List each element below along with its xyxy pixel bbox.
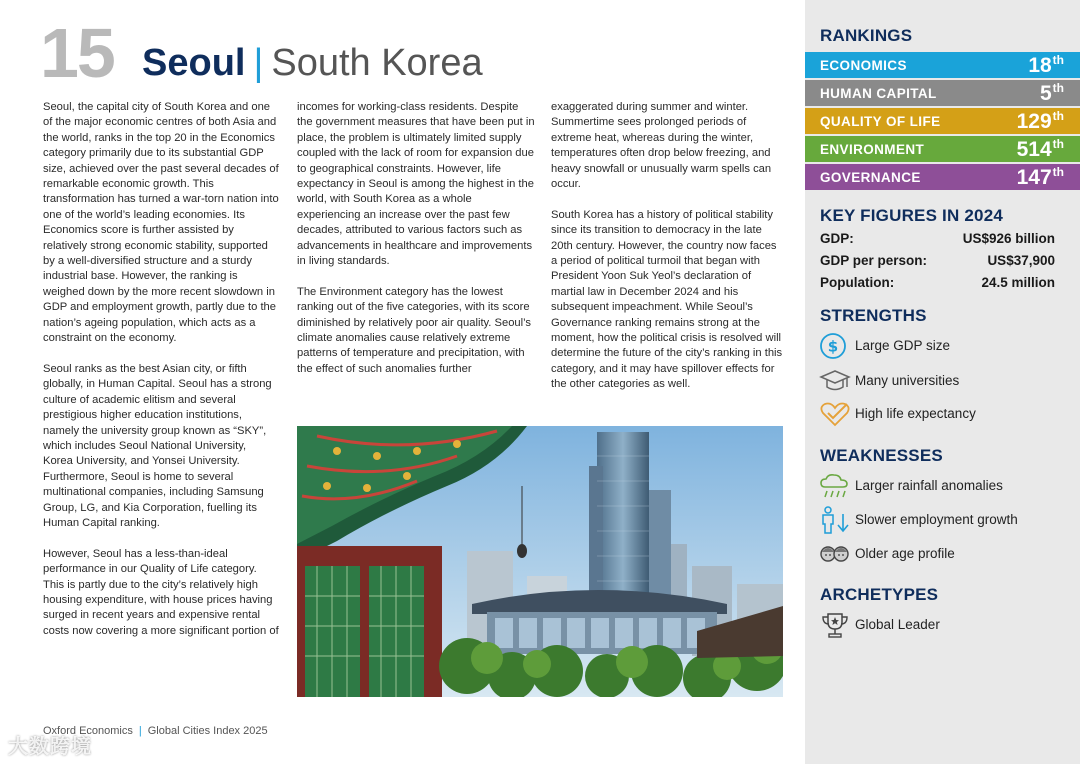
ranking-environment bbox=[805, 136, 1080, 162]
paragraph: Seoul ranks as the best Asian city, or fifth globally, in Human Capital. Seoul has a strong culture of academic elitism and several prestigious higher education institutions, namely the university group known as “SKY”, which includes Seoul National University, Korea University, and Yonsei University. Furthermore, Seoul is home to several multinational companies, including Samsung Group, LG, and Kia Corporation, fuelling its Human Capital ranking. bbox=[43, 362, 272, 529]
strength-item bbox=[819, 400, 1069, 428]
elderly-people-icon bbox=[819, 540, 851, 568]
heart-check-icon bbox=[819, 400, 851, 428]
ranking-economics bbox=[805, 52, 1080, 78]
paragraph: exaggerated during summer and winter. Summertime sees prolonged periods of extreme heat, whereas during the winter, temperatures often drop below freezing, and heavy snowfall or unusually warm spells can occur. bbox=[551, 101, 772, 191]
text-column-2 bbox=[297, 100, 535, 393]
dollar-icon bbox=[819, 332, 851, 360]
trophy-icon bbox=[819, 611, 851, 639]
ranking-governance bbox=[805, 164, 1080, 190]
strengths-heading: STRENGTHS bbox=[820, 306, 927, 325]
seoul-skyline-illustration bbox=[297, 426, 783, 697]
rain-cloud-icon bbox=[819, 472, 851, 500]
ranking-value: 147th bbox=[1016, 165, 1064, 189]
paragraph: South Korea has a history of political stability since its transition to democracy in the late 20th century. However, the country now faces a period of political turmoil that began with President Yoon Suk Yeol’s declaration of martial law in December 2024 and his subsequent impeachment. While Seoul’s Governance ranking remains strong at the moment, how the political crisis is resolved will determine the future of the city’s ranking in this category, and it may have spillover effects for the other categories as well. bbox=[551, 208, 783, 391]
weakness-label: Older age profile bbox=[855, 546, 955, 561]
key-figure-label: GDP: bbox=[820, 231, 854, 246]
ranking-human-capital bbox=[805, 80, 1080, 106]
page-title bbox=[142, 44, 483, 82]
archetype-item bbox=[819, 611, 1069, 639]
ranking-label: HUMAN CAPITAL bbox=[820, 86, 937, 101]
strength-item bbox=[819, 367, 1069, 395]
city-photo bbox=[297, 426, 783, 697]
svg-text:$: $ bbox=[827, 337, 839, 356]
archetype-label: Global Leader bbox=[855, 617, 940, 632]
title-separator: | bbox=[253, 42, 264, 84]
footer-report: Global Cities Index 2025 bbox=[147, 725, 268, 737]
key-figure-value: US$37,900 bbox=[987, 253, 1055, 268]
paragraph: incomes for working-class residents. Despite the government measures that have been put in place, the problem is ultimately limited supply coupled with the lack of room for expansion due to geographical constraints. However, life expectancy in Seoul is among the highest in the world, with South Korea as a whole experiencing an increase over the past few decades, attributed to various factors such as advancements in healthcare and improvements in living standards. bbox=[297, 101, 535, 268]
paragraph: The Environment category has the lowest ranking out of the five categories, with its score diminished by relatively poor air quality. Seoul’s climate anomalies cause relatively extreme patterns of temperature and precipitation, with the effect of such anomalies further bbox=[297, 285, 532, 375]
graduation-cap-icon bbox=[819, 367, 851, 395]
key-figures-heading: KEY FIGURES IN 2024 bbox=[820, 206, 1003, 225]
weaknesses-heading: WEAKNESSES bbox=[820, 446, 943, 465]
sidebar bbox=[805, 0, 1080, 764]
text-column-1 bbox=[43, 100, 279, 655]
footer-separator: | bbox=[138, 725, 142, 737]
ranking-value: 18th bbox=[1028, 53, 1064, 77]
key-figure-label: GDP per person: bbox=[820, 253, 928, 268]
weakness-item bbox=[819, 472, 1069, 500]
weakness-item bbox=[819, 506, 1069, 534]
ranking-label: GOVERNANCE bbox=[820, 170, 921, 185]
ranking-label: ECONOMICS bbox=[820, 58, 907, 73]
strength-label: High life expectancy bbox=[855, 406, 976, 421]
key-figure-value: US$926 billion bbox=[962, 231, 1055, 246]
city-name: Seoul bbox=[142, 42, 246, 84]
ranking-value: 5th bbox=[1039, 81, 1064, 105]
weakness-item bbox=[819, 540, 1069, 568]
strength-label: Large GDP size bbox=[855, 338, 951, 353]
rankings-heading: RANKINGS bbox=[820, 26, 913, 45]
paragraph: Seoul, the capital city of South Korea and one of the major economic centres of both Asia and the world, ranks in the top 20 in the Economics category primarily due to its substantial GDP size, achieved over the past several decades of remarkable economic growth. This transformation has turned a war-torn nation into one of the world’s leading economies. Its Economics score is further assisted by relatively strong economic stability, supported by a well-diversified structure and a sturdy industrial base. However, the ranking is weighed down by the more recent slowdown in GDP and employment growth, partly due to the nation’s ageing population, which acts as a constraint on the economy. bbox=[43, 101, 279, 345]
text-column-3 bbox=[551, 100, 783, 408]
archetypes-heading: ARCHETYPES bbox=[820, 585, 939, 604]
person-down-icon bbox=[819, 506, 851, 534]
rank-number: 15 bbox=[40, 14, 114, 92]
ranking-label: ENVIRONMENT bbox=[820, 142, 925, 157]
paragraph: However, Seoul has a less-than-ideal performance in our Quality of Life category. This is partly due to the city’s relatively high housing expenditure, with house prices having surged in recent years and expensive rental costs now covering a more significant portion of bbox=[43, 547, 279, 637]
strength-label: Many universities bbox=[855, 373, 960, 388]
watermark: 大数跨境 bbox=[8, 736, 92, 758]
country-name: South Korea bbox=[271, 42, 483, 84]
key-figure-label: Population: bbox=[820, 275, 895, 290]
weakness-label: Slower employment growth bbox=[855, 512, 1018, 527]
key-figure-value: 24.5 million bbox=[981, 275, 1055, 290]
ranking-value: 514th bbox=[1016, 137, 1064, 161]
ranking-quality-of-life bbox=[805, 108, 1080, 134]
ranking-value: 129th bbox=[1016, 109, 1064, 133]
weakness-label: Larger rainfall anomalies bbox=[855, 478, 1003, 493]
footer-publisher: Oxford Economics bbox=[43, 725, 133, 737]
strength-item bbox=[819, 332, 1069, 360]
ranking-label: QUALITY OF LIFE bbox=[820, 114, 941, 129]
